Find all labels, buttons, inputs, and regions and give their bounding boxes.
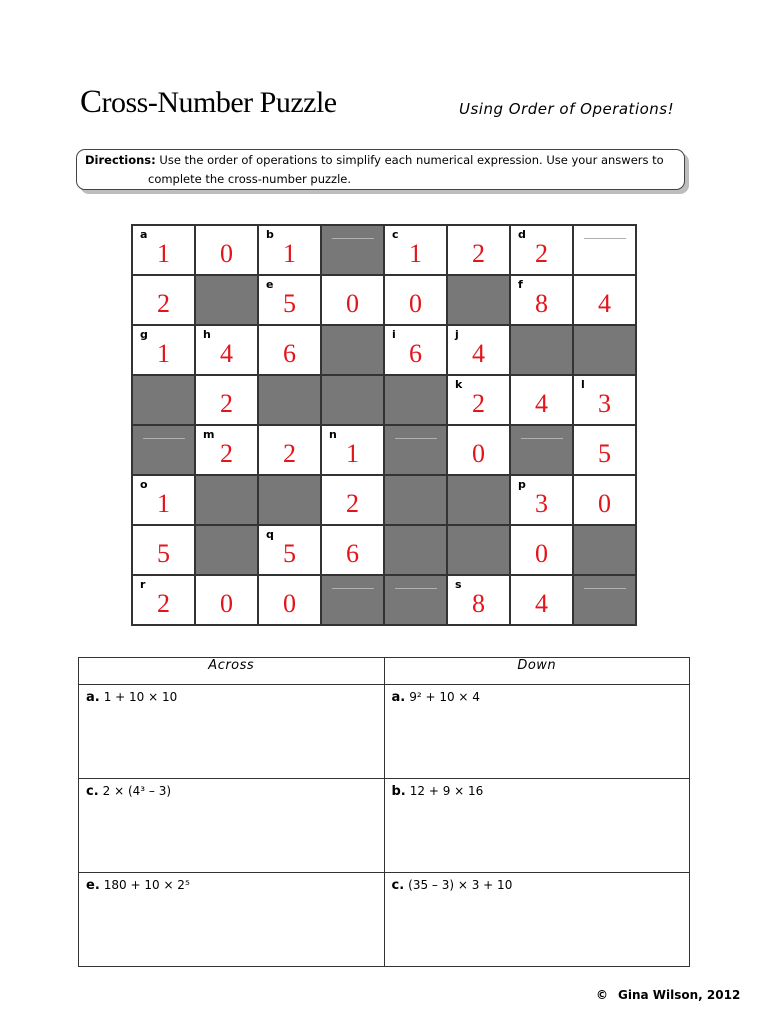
- puzzle-cell[interactable]: [384, 325, 447, 375]
- shaded-cell: [195, 275, 258, 325]
- puzzle-cell[interactable]: [510, 225, 573, 275]
- cell-tick-mark: [395, 438, 437, 439]
- clue-number: i: [392, 328, 396, 341]
- clue-row: [79, 685, 690, 779]
- title-rest: ross-Number Puzzle: [101, 86, 337, 119]
- down-clue-a: [384, 685, 690, 779]
- clue-number: f: [518, 278, 523, 291]
- cell-answer: 0: [220, 589, 233, 618]
- puzzle-cell[interactable]: [258, 275, 321, 325]
- shaded-cell: [447, 475, 510, 525]
- cell-answer: 1: [157, 239, 170, 268]
- puzzle-cell[interactable]: [258, 225, 321, 275]
- clue-number: o: [140, 478, 148, 491]
- puzzle-cell[interactable]: [258, 525, 321, 575]
- puzzle-cell[interactable]: [510, 525, 573, 575]
- clue-expression: 180 + 10 × 2⁵: [103, 878, 190, 892]
- shaded-cell: [384, 425, 447, 475]
- shaded-cell: [510, 325, 573, 375]
- clue-label: b.: [391, 784, 406, 799]
- shaded-cell: [384, 575, 447, 625]
- clue-number: q: [266, 528, 274, 541]
- shaded-cell: [195, 475, 258, 525]
- cell-tick-mark: [521, 438, 563, 439]
- puzzle-cell[interactable]: [258, 575, 321, 625]
- puzzle-cell[interactable]: [573, 475, 636, 525]
- puzzle-cell[interactable]: [384, 275, 447, 325]
- copyright-symbol: ©: [596, 988, 608, 1002]
- puzzle-cell[interactable]: [573, 425, 636, 475]
- cell-answer: 5: [598, 439, 611, 468]
- puzzle-cell[interactable]: [321, 525, 384, 575]
- clue-label: a.: [86, 690, 100, 705]
- puzzle-cell[interactable]: [195, 325, 258, 375]
- down-header: Down: [384, 658, 690, 685]
- puzzle-cell[interactable]: [447, 575, 510, 625]
- clue-number: m: [203, 428, 215, 441]
- cell-answer: 4: [535, 389, 548, 418]
- shaded-cell: [321, 375, 384, 425]
- copyright-footer: [596, 988, 740, 1002]
- cell-tick-mark: [332, 238, 374, 239]
- cell-answer: 0: [472, 439, 485, 468]
- clue-number: c: [392, 228, 399, 241]
- puzzle-cell[interactable]: [447, 325, 510, 375]
- shaded-cell: [258, 375, 321, 425]
- cell-answer: 1: [157, 339, 170, 368]
- clue-expression: 2 × (4³ – 3): [102, 784, 172, 798]
- cell-answer: 2: [472, 239, 485, 268]
- cell-answer: 5: [157, 539, 170, 568]
- puzzle-cell[interactable]: [321, 275, 384, 325]
- clues-header-row: [79, 658, 690, 685]
- puzzle-cell[interactable]: [510, 275, 573, 325]
- clue-number: a: [140, 228, 148, 241]
- puzzle-cell[interactable]: [195, 375, 258, 425]
- clue-label: c.: [86, 784, 99, 799]
- puzzle-cell[interactable]: [573, 225, 636, 275]
- puzzle-cell[interactable]: [132, 575, 195, 625]
- cell-tick-mark: [584, 238, 626, 239]
- puzzle-cell[interactable]: [510, 375, 573, 425]
- puzzle-cell[interactable]: [195, 225, 258, 275]
- cell-answer: 0: [346, 289, 359, 318]
- shaded-cell: [510, 425, 573, 475]
- clue-number: s: [455, 578, 462, 591]
- puzzle-cell[interactable]: [573, 375, 636, 425]
- directions-line-1: Use the order of operations to simplify each numerical expression. Use your answers to: [159, 153, 664, 167]
- cell-answer: 3: [535, 489, 548, 518]
- cell-answer: 2: [157, 589, 170, 618]
- puzzle-cell[interactable]: [258, 425, 321, 475]
- directions-box: [76, 149, 685, 190]
- cell-answer: 6: [283, 339, 296, 368]
- cell-tick-mark: [584, 588, 626, 589]
- shaded-cell: [321, 575, 384, 625]
- puzzle-cell[interactable]: [132, 225, 195, 275]
- clue-expression: 9² + 10 × 4: [409, 690, 480, 704]
- puzzle-cell[interactable]: [447, 375, 510, 425]
- clue-number: n: [329, 428, 337, 441]
- shaded-cell: [573, 525, 636, 575]
- clue-number: l: [581, 378, 585, 391]
- directions-label: Directions:: [85, 153, 156, 167]
- cell-answer: 0: [283, 589, 296, 618]
- puzzle-cell[interactable]: [573, 275, 636, 325]
- cell-answer: 2: [346, 489, 359, 518]
- across-header: Across: [79, 658, 385, 685]
- puzzle-cell[interactable]: [195, 575, 258, 625]
- cell-answer: 8: [535, 289, 548, 318]
- puzzle-cell[interactable]: [510, 575, 573, 625]
- clue-number: b: [266, 228, 274, 241]
- puzzle-cell[interactable]: [447, 425, 510, 475]
- shaded-cell: [321, 225, 384, 275]
- shaded-cell: [447, 525, 510, 575]
- cell-answer: 2: [220, 389, 233, 418]
- shaded-cell: [384, 525, 447, 575]
- puzzle-cell[interactable]: [132, 275, 195, 325]
- cell-answer: 2: [157, 289, 170, 318]
- puzzle-cell[interactable]: [321, 425, 384, 475]
- cell-answer: 3: [598, 389, 611, 418]
- across-clue-a: [79, 685, 385, 779]
- shaded-cell: [447, 275, 510, 325]
- cell-answer: 0: [220, 239, 233, 268]
- clue-number: h: [203, 328, 211, 341]
- shaded-cell: [573, 575, 636, 625]
- shaded-cell: [321, 325, 384, 375]
- cell-answer: 2: [220, 439, 233, 468]
- clue-row: [79, 779, 690, 873]
- cell-answer: 0: [409, 289, 422, 318]
- clue-number: d: [518, 228, 526, 241]
- puzzle-cell[interactable]: [258, 325, 321, 375]
- cell-answer: 1: [157, 489, 170, 518]
- cell-answer: 2: [283, 439, 296, 468]
- puzzle-cell[interactable]: [132, 325, 195, 375]
- clue-label: e.: [86, 878, 100, 893]
- cell-answer: 4: [535, 589, 548, 618]
- cell-answer: 2: [535, 239, 548, 268]
- clue-number: g: [140, 328, 148, 341]
- across-clue-e: [79, 873, 385, 967]
- title-first-letter: C: [80, 84, 102, 120]
- across-clue-c: [79, 779, 385, 873]
- puzzle-cell[interactable]: [195, 425, 258, 475]
- puzzle-cell[interactable]: [384, 225, 447, 275]
- cell-answer: 5: [283, 539, 296, 568]
- cell-answer: 4: [598, 289, 611, 318]
- puzzle-cell[interactable]: [510, 475, 573, 525]
- cell-answer: 5: [283, 289, 296, 318]
- puzzle-cell[interactable]: [447, 225, 510, 275]
- clue-expression: 1 + 10 × 10: [103, 690, 178, 704]
- copyright-text: Gina Wilson, 2012: [618, 988, 741, 1002]
- clue-number: j: [455, 328, 459, 341]
- cell-answer: 6: [346, 539, 359, 568]
- cell-tick-mark: [332, 588, 374, 589]
- cross-number-grid: [131, 224, 637, 626]
- cell-tick-mark: [143, 438, 185, 439]
- down-clue-b: [384, 779, 690, 873]
- puzzle-cell[interactable]: [132, 525, 195, 575]
- cell-tick-mark: [395, 588, 437, 589]
- shaded-cell: [132, 425, 195, 475]
- shaded-cell: [258, 475, 321, 525]
- puzzle-cell[interactable]: [132, 475, 195, 525]
- cell-answer: 1: [409, 239, 422, 268]
- clue-expression: 12 + 9 × 16: [409, 784, 484, 798]
- page-title: [80, 84, 337, 121]
- clue-row: [79, 873, 690, 967]
- clues-table: [78, 657, 690, 967]
- cell-answer: 1: [283, 239, 296, 268]
- shaded-cell: [195, 525, 258, 575]
- shaded-cell: [384, 475, 447, 525]
- page-subtitle: Using Order of Operations!: [459, 100, 675, 118]
- cell-answer: 4: [220, 339, 233, 368]
- clue-label: c.: [391, 878, 405, 893]
- shaded-cell: [132, 375, 195, 425]
- cell-answer: 4: [472, 339, 485, 368]
- clue-number: e: [266, 278, 274, 291]
- cell-answer: 2: [472, 389, 485, 418]
- clue-number: k: [455, 378, 463, 391]
- clue-label: a.: [391, 690, 406, 705]
- down-clue-c: [384, 873, 690, 967]
- cell-answer: 0: [535, 539, 548, 568]
- cell-answer: 8: [472, 589, 485, 618]
- shaded-cell: [573, 325, 636, 375]
- clue-expression: (35 – 3) × 3 + 10: [408, 878, 513, 892]
- clue-number: p: [518, 478, 526, 491]
- cell-answer: 6: [409, 339, 422, 368]
- cell-answer: 1: [346, 439, 359, 468]
- shaded-cell: [384, 375, 447, 425]
- directions-line-2: complete the cross-number puzzle.: [148, 172, 351, 186]
- clue-number: r: [140, 578, 146, 591]
- cell-answer: 0: [598, 489, 611, 518]
- puzzle-cell[interactable]: [321, 475, 384, 525]
